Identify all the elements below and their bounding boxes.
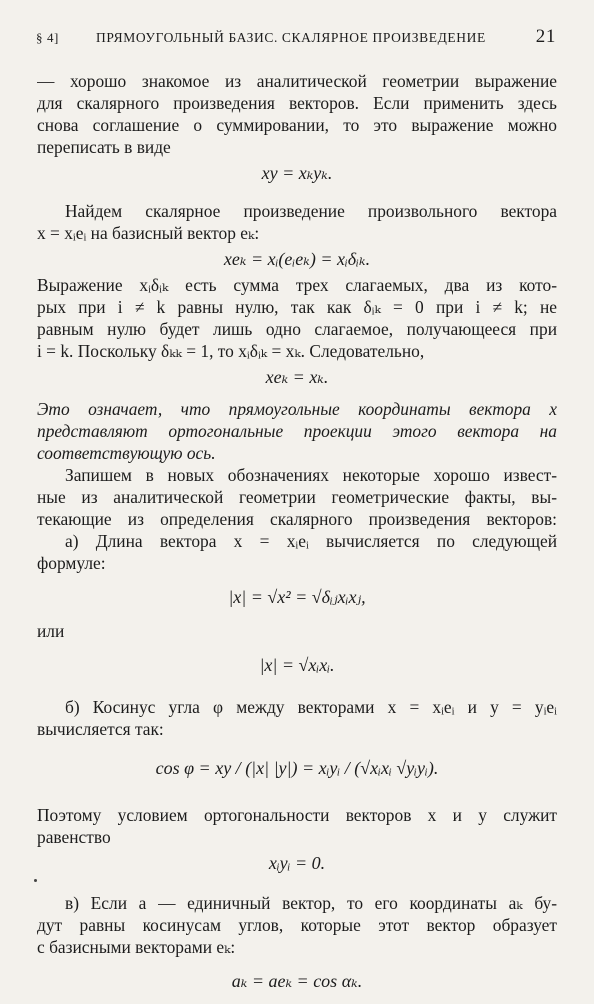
text-line: б) Косинус угла φ между векторами x = xᵢeᵢ и y = yᵢeᵢ (65, 697, 557, 717)
text-line: Найдем скалярное произведение произвольного вектора (65, 201, 557, 221)
formula: |x| = √xᵢxᵢ. (259, 655, 335, 675)
text-line: равным нулю будет лишь одно слагаемое, получающееся при (37, 319, 557, 339)
text-line: дут равны косинусам углов, которые этот вектор образует (37, 915, 557, 935)
formula: xy = xₖyₖ. (261, 163, 333, 183)
formula: aₖ = aeₖ = cos αₖ. (231, 971, 363, 991)
text-line: представляют ортогональные проекции этого вектора на (37, 421, 557, 441)
text-line: формуле: (37, 553, 106, 573)
text-line: — хорошо знакомое из аналитической геометрии выражение (37, 71, 557, 91)
text-line: текающие из определения скалярного произведения векторов: (37, 509, 557, 529)
text-line: рых при i ≠ k равны нулю, так как δᵢₖ = 0 при i ≠ k; не (37, 297, 557, 317)
text-line: или (37, 621, 65, 641)
text-line: снова соглашение о суммировании, то это выражение можно (37, 115, 557, 135)
page-number: 21 (535, 26, 556, 47)
text-line: в) Если a — единичный вектор, то его координаты aₖ бу- (65, 893, 557, 913)
page-body (37, 70, 557, 1004)
formula: |x| = √x² = √δᵢⱼxᵢxⱼ, (228, 587, 366, 607)
text-line: Это означает, что прямоугольные координаты вектора x (37, 399, 557, 419)
text-line: для скалярного произведения векторов. Если применить здесь (37, 93, 557, 113)
text-line: Выражение xᵢδᵢₖ есть сумма трех слагаемых, два из кото- (37, 275, 557, 295)
formula: cos φ = xy / (|x| |y|) = xᵢyᵢ / (√xᵢxᵢ √yᵢyᵢ). (155, 758, 439, 778)
print-speck (34, 879, 37, 882)
formula: xeₖ = xᵢ(eᵢeₖ) = xᵢδᵢₖ. (223, 249, 371, 269)
formula: xeₖ = xₖ. (265, 367, 329, 387)
text-line: вычисляется так: (37, 719, 164, 739)
text-line: соответствующую ось. (37, 443, 216, 463)
text-line: а) Длина вектора x = xᵢeᵢ вычисляется по следующей (65, 531, 557, 551)
text-line: Запишем в новых обозначениях некоторые хорошо извест- (65, 465, 557, 485)
text-line: с базисными векторами eₖ: (37, 937, 236, 957)
text-line: x = xᵢeᵢ на базисный вектор eₖ: (37, 223, 260, 243)
section-marker: § 4] (36, 30, 59, 45)
text-line: Поэтому условием ортогональности векторов x и y служит (37, 805, 557, 825)
running-header (36, 26, 556, 50)
text-line: ные из аналитической геометрии геометрические факты, вы- (37, 487, 557, 507)
text-line: переписать в виде (37, 137, 171, 157)
running-title: ПРЯМОУГОЛЬНЫЙ БАЗИС. СКАЛЯРНОЕ ПРОИЗВЕДЕНИЕ (96, 30, 486, 45)
formula: xᵢyᵢ = 0. (268, 853, 326, 873)
text-line: i = k. Поскольку δₖₖ = 1, то xᵢδᵢₖ = xₖ. Следовательно, (37, 341, 425, 361)
text-line: равенство (37, 827, 111, 847)
